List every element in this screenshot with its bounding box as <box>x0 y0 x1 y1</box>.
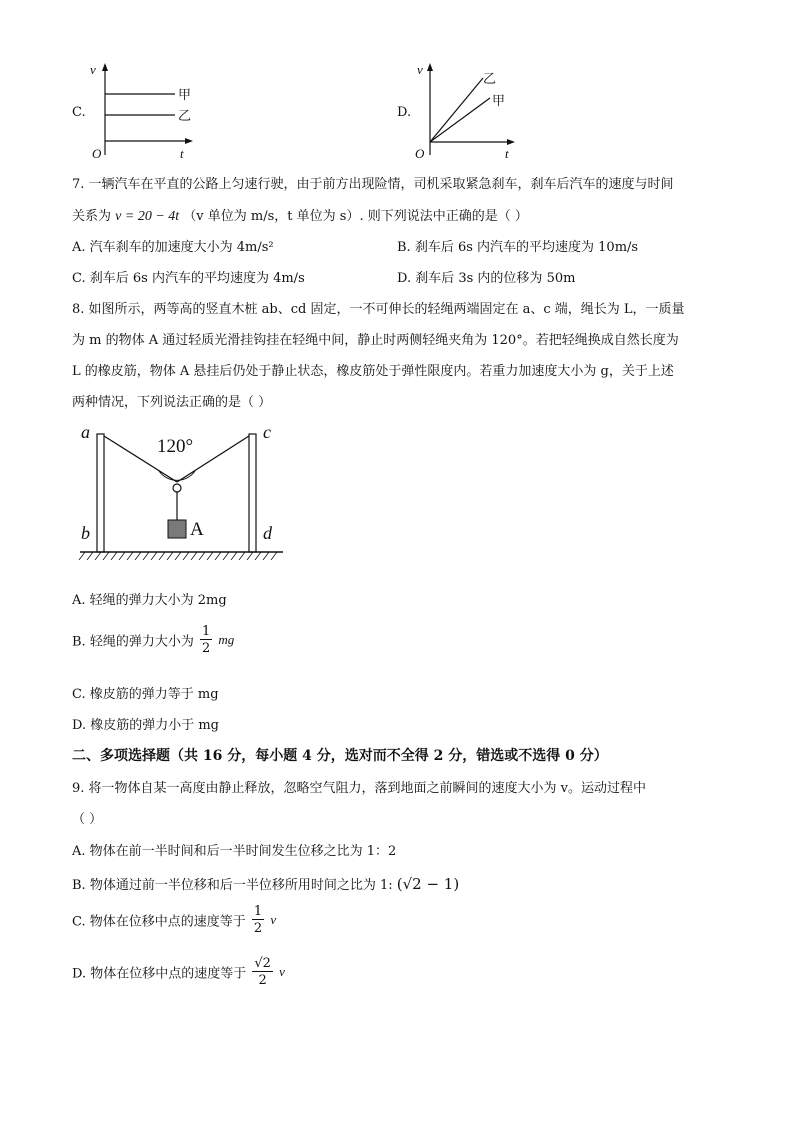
q9-option-d-text: D. 物体在位移中点的速度等于 <box>72 966 247 982</box>
q8-stem-line3: L 的橡皮筋，物体 A 悬挂后仍处于静止状态，橡皮筋处于弹性限度内。若重力加速度大小为 g，关于上述 <box>72 364 674 379</box>
graph-c-label: C. <box>72 105 86 120</box>
graph-d-v-axis-label: v <box>417 62 423 77</box>
q7-option-a: A. 汽车刹车的加速度大小为 4m/s² <box>72 240 274 255</box>
fig-mass-label: A <box>190 519 204 540</box>
graph-c-v-axis-label: v <box>90 62 96 77</box>
q9-option-c-text: C. 物体在位移中点的速度等于 <box>72 914 246 930</box>
q9-option-b-expr: (√2 − 1) <box>396 875 460 893</box>
q9-option-c-fraction <box>252 905 264 935</box>
q9-option-d <box>72 957 285 987</box>
graph-c-line1-label: 甲 <box>178 88 192 103</box>
q8-option-b-fraction <box>200 625 212 655</box>
q8-option-a: A. 轻绳的弹力大小为 2mg <box>72 593 227 608</box>
fig-angle-label: 120° <box>157 436 194 457</box>
q8-option-b-numerator: 1 <box>201 624 211 639</box>
q7-option-b: B. 刹车后 6s 内汽车的平均速度为 10m/s <box>397 240 639 255</box>
fig-label-d: d <box>263 523 272 543</box>
q9-option-b <box>72 874 459 893</box>
q8-option-b-denominator: 2 <box>201 641 211 656</box>
q9-stem-line2: （ ） <box>72 812 103 827</box>
q8-option-b-text: B. 轻绳的弹力大小为 <box>72 634 194 650</box>
q8-option-d: D. 橡皮筋的弹力小于 mg <box>72 718 220 733</box>
graph-c-origin-label: O <box>92 146 102 161</box>
q9-option-d-denominator: 2 <box>258 973 267 988</box>
q8-option-c: C. 橡皮筋的弹力等于 mg <box>72 687 219 702</box>
graph-d-line1-label: 乙 <box>483 72 497 87</box>
q9-option-d-fraction <box>252 957 273 987</box>
q9-option-c-numerator: 1 <box>253 904 263 919</box>
q7-formula: v = 20 − 4t <box>115 209 180 224</box>
graph-d-t-axis-label: t <box>505 146 509 161</box>
q9-option-c-unit: v <box>270 912 277 927</box>
graph-d-label: D. <box>397 105 412 120</box>
q8-stem-line4: 两种情况，下列说法正确的是（ ） <box>72 395 272 410</box>
graph-c-t-axis-label: t <box>180 146 184 161</box>
q8-stem-line2: 为 m 的物体 A 通过轻质光滑挂钩挂在轻绳中间，静止时两侧轻绳夹角为 120°。若把轻绳换成自然长度为 <box>72 333 679 348</box>
q7-stem-line2-a: 关系为 <box>72 209 112 224</box>
q9-option-d-numerator: √2 <box>254 956 271 971</box>
q9-option-c-denominator: 2 <box>253 921 263 936</box>
fig-label-c: c <box>263 422 271 442</box>
graph-d <box>395 60 525 165</box>
q9-option-d-unit: v <box>279 964 285 979</box>
q7-option-d: D. 刹车后 3s 内的位移为 50m <box>397 271 576 286</box>
q9-stem-line1: 9. 将一物体自某一高度由静止释放，忽略空气阻力，落到地面之前瞬间的速度大小为 v。运动过程中 <box>72 781 647 796</box>
fig-label-b: b <box>81 523 90 543</box>
q7-stem-line1: 7. 一辆汽车在平直的公路上匀速行驶，由于前方出现险情，司机采取紧急刹车，刹车后汽车的速度与时间 <box>72 177 674 192</box>
q8-option-b-unit: mg <box>218 632 235 647</box>
q8-stem-line1: 8. 如图所示，两等高的竖直木桩 ab、cd 固定，一不可伸长的轻绳两端固定在 a、c 端，绳长为 L，一质量 <box>72 302 685 317</box>
graph-c <box>70 60 200 165</box>
q9-option-a: A. 物体在前一半时间和后一半时间发生位移之比为 1：2 <box>72 844 397 859</box>
graph-d-origin-label: O <box>415 146 425 161</box>
q9-option-b-text: B. 物体通过前一半位移和后一半位移所用时间之比为 1: <box>72 878 393 893</box>
q8-option-b <box>72 625 234 655</box>
q7-option-c: C. 刹车后 6s 内汽车的平均速度为 4m/s <box>72 271 305 286</box>
fig-label-a: a <box>81 422 90 442</box>
graph-d-line2-label: 甲 <box>492 94 506 109</box>
q9-option-c <box>72 905 276 935</box>
q8-figure <box>75 420 290 570</box>
graph-c-line2-label: 乙 <box>178 109 192 124</box>
q7-stem-line2-b: （v 单位为 m/s，t 单位为 s）. 则下列说法中正确的是（ ） <box>183 209 528 224</box>
q7-stem-line2 <box>72 205 528 225</box>
section-2-header: 二、多项选择题（共 16 分，每小题 4 分，选对而不全得 2 分，错选或不选得 0 分） <box>72 748 608 764</box>
